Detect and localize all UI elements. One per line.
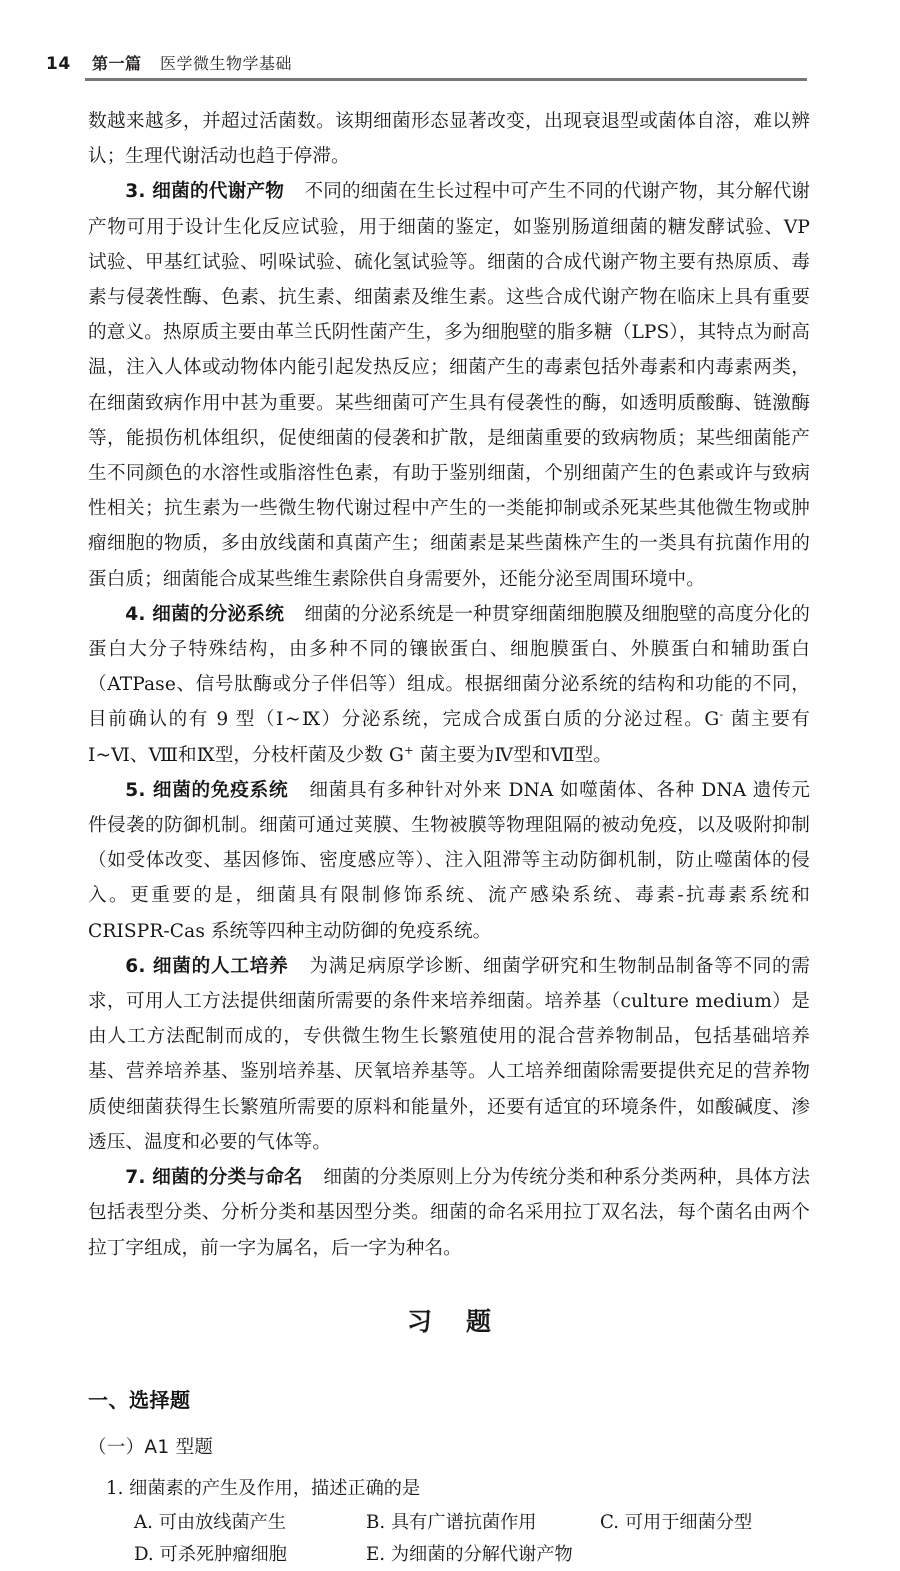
exercises-title (88, 1266, 810, 1338)
exercises-subsection-heading: （一）A1 型题 (88, 1436, 214, 1458)
section-7-text: 细菌的分类原则上分为传统分类和种系分类两种，具体方法包括表型分类、分析分类和基因型分类。细菌的命名采用拉丁双名法，每个菌名由两个拉丁字组成，前一字为属名，后一字为种名。 (88, 1167, 810, 1259)
option-a-text: 可由放线菌产生 (158, 1511, 287, 1533)
section-3-number: 3. (125, 181, 146, 203)
section-3-heading: 细菌的代谢产物 (152, 181, 285, 203)
running-head (0, 46, 900, 86)
section-6-heading: 细菌的人工培养 (152, 955, 289, 977)
section-3 (88, 174, 810, 596)
options-row-1 (134, 1507, 810, 1539)
section-4-text-part2: 菌主要有Ⅰ~Ⅵ、Ⅷ和Ⅸ型，分枝杆菌及少数 G (88, 709, 810, 766)
option-a[interactable] (134, 1507, 366, 1539)
exercises-section-heading: 一、选择题 (88, 1387, 191, 1412)
option-d-text: 可杀死肿瘤细胞 (159, 1543, 287, 1565)
section-5-text: 细菌具有多种针对外来 DNA 如噬菌体、各种 DNA 遗传元件侵袭的防御机制。细菌可通过荚膜、生物被膜等物理阻隔的被动免疫，以及吸附抑制（如受体改变、基因修饰、密度感应等）、注入阻滞等主动防御机制，防止噬菌体的侵入。更重要的是，细菌具有限制修饰系统、流产感染系统、毒素-抗毒素系统和 CRISPR-Cas 系统等四种主动防御的免疫系统。 (88, 779, 811, 942)
running-head-title: 医学微生物学基础 (160, 54, 293, 73)
option-e-text: 为细菌的分解代谢产物 (390, 1543, 573, 1565)
running-head-part: 第一篇 (92, 54, 142, 73)
option-a-label: A. (134, 1511, 153, 1533)
option-b-text: 具有广谱抗菌作用 (390, 1511, 537, 1533)
option-b[interactable] (366, 1507, 600, 1539)
option-c-label: C. (600, 1511, 620, 1533)
option-d[interactable] (134, 1539, 366, 1571)
option-c[interactable] (600, 1507, 752, 1539)
section-4-text-part1: 细菌的分泌系统是一种贯穿细菌细胞膜及细胞壁的高度分化的蛋白大分子特殊结构，由多种不同的镶嵌蛋白、细胞膜蛋白、外膜蛋白和辅助蛋白（ATPase、信号肽酶或分子伴侣等）组成。根据细菌分泌系统的结构和功能的不同，目前确认的有 9 型（Ⅰ~Ⅸ）分泌系统，完成合成蛋白质的分泌过程。G (88, 603, 810, 731)
paragraph-continuation: 数越来越多，并超过活菌数。该期细菌形态显著改变，出现衰退型或菌体自溶，难以辨认；生理代谢活动也趋于停滞。 (88, 111, 810, 168)
section-4-text-part3: 菌主要为Ⅳ型和Ⅶ型。 (413, 744, 613, 766)
section-4-superscript-minus: - (719, 707, 724, 722)
section-7-number: 7. (125, 1167, 146, 1189)
section-4-heading: 细菌的分泌系统 (152, 603, 285, 625)
section-6 (88, 949, 810, 1160)
section-4 (88, 597, 810, 773)
section-3-text: 不同的细菌在生长过程中可产生不同的代谢产物，其分解代谢产物可用于设计生化反应试验，用于细菌的鉴定，如鉴别肠道细菌的糖发酵试验、VP 试验、甲基红试验、吲哚试验、硫化氢试验等。细菌的合成代谢产物主要有热原质、毒素与侵袭性酶、色素、抗生素、细菌素及维生素。这些合成代谢产物在临床上具有重要的意义。热原质主要由革兰氏阴性菌产生，多为细胞壁的脂多糖（LPS），其特点为耐高温，注入人体或动物体内能引起发热反应；细菌产生的毒素包括外毒素和内毒素两类，在细菌致病作用中甚为重要。某些细菌可产生具有侵袭性的酶，如透明质酸酶、链激酶等，能损伤机体组织，促使细菌的侵袭和扩散，是细菌重要的致病物质；某些细菌能产生不同颜色的水溶性或脂溶性色素，有助于鉴别细菌，个别细菌产生的色素或许与致病性相关；抗生素为一些微生物代谢过程中产生的一类能抑制或杀死某些其他微生物或肿瘤细胞的物质，多由放线菌和真菌产生；细菌素是某些菌株产生的一类具有抗菌作用的蛋白质；细菌能合成某些维生素除供自身需要外，还能分泌至周围环境中。 (88, 181, 810, 590)
option-d-label: D. (134, 1543, 154, 1565)
section-4-number: 4. (125, 603, 146, 625)
option-e[interactable] (366, 1539, 600, 1571)
section-6-text: 为满足病原学诊断、细菌学研究和生物制品制备等不同的需求，可用人工方法提供细菌所需要的条件来培养细菌。培养基（culture medium）是由人工方法配制而成的，专供微生物生长繁殖使用的混合营养物制品，包括基础培养基、营养培养基、鉴别培养基、厌氧培养基等。人工培养细菌除需要提供充足的营养物质使细菌获得生长繁殖所需要的原料和能量外，还要有适宜的环境条件，如酸碱度、渗透压、温度和必要的气体等。 (88, 955, 810, 1153)
text-column (88, 104, 810, 1571)
section-5 (88, 773, 810, 949)
exercises-title-char-2: 题 (466, 1306, 492, 1336)
question-1-number: 1. (106, 1477, 124, 1499)
options-row-2 (134, 1539, 810, 1571)
section-6-number: 6. (125, 955, 146, 977)
option-b-label: B. (366, 1511, 386, 1533)
section-7-heading: 细菌的分类与命名 (152, 1167, 303, 1189)
exercises-title-char-1: 习 (406, 1306, 432, 1336)
option-e-label: E. (366, 1543, 386, 1565)
section-4-superscript-plus: + (403, 742, 414, 757)
section-7 (88, 1160, 810, 1266)
option-c-text: 可用于细菌分型 (624, 1511, 753, 1533)
running-head-rule (85, 78, 807, 81)
question-1-stem: 细菌素的产生及作用，描述正确的是 (129, 1477, 421, 1499)
question-1 (88, 1459, 810, 1505)
question-1-options (88, 1505, 810, 1571)
section-5-number: 5. (125, 779, 146, 801)
page-number: 14 (46, 54, 71, 74)
section-5-heading: 细菌的免疫系统 (152, 779, 289, 801)
